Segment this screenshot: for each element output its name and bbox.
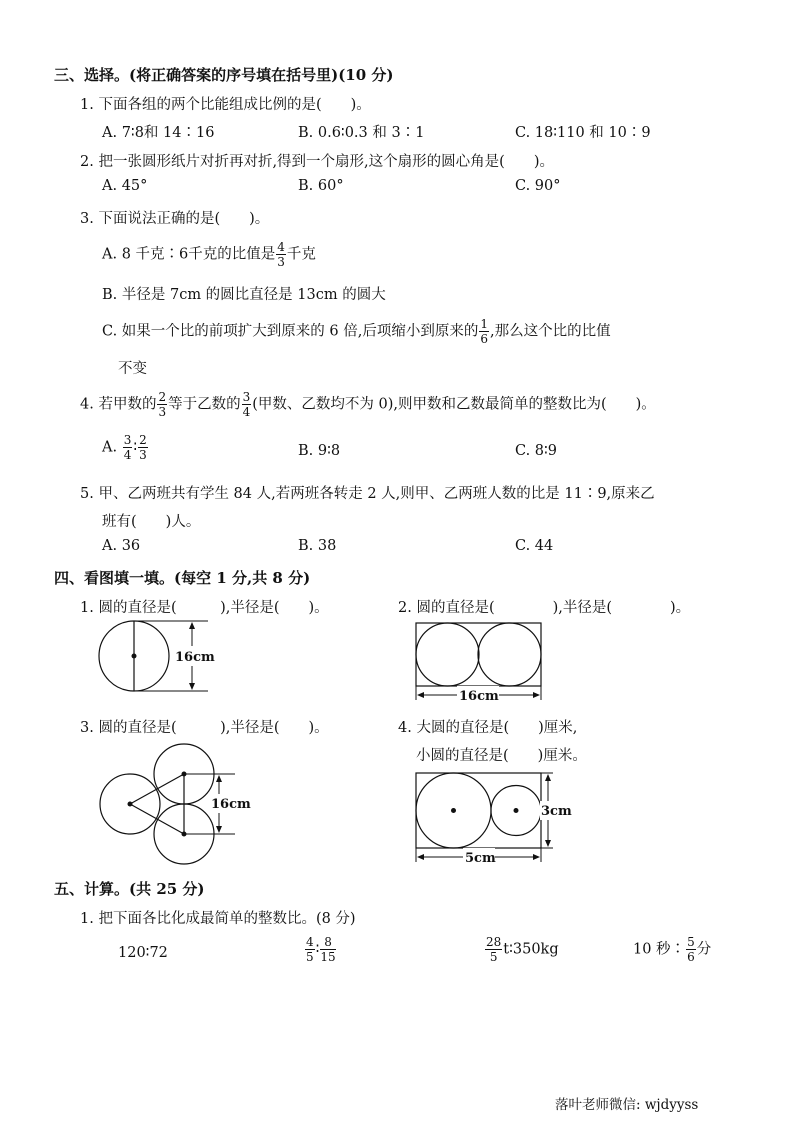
fig4-question-line2: 小圆的直径是( )厘米。 [416,748,587,764]
section4-title: 四、看图填一填。(每空 1 分,共 8 分) [54,569,311,587]
q3-option-c: C. 如果一个比的前项扩大到原来的 6 倍,后项缩小到原来的 $\frac{1}{6}$ ,那么这个比的比值 [102,317,611,346]
fig1-question: 1. 圆的直径是( ),半径是( )。 [80,600,329,616]
figure-3 [95,742,265,872]
q5-line1: 5. 甲、乙两班共有学生 84 人,若两班各转走 2 人,则甲、乙两班人数的比是 11∶9,原来乙 [80,486,655,502]
q5-option-a: A. 36 [102,538,141,554]
footer-wechat: 落叶老师微信: wjdyyss [555,1097,699,1113]
q3-option-c-line2: 不变 [118,361,147,377]
expr-3: $\frac{28}{5}$ t∶350kg [486,935,559,964]
section3-title: 三、选择。(将正确答案的序号填在括号里)(10 分) [54,66,394,84]
q3-option-b: B. 半径是 7cm 的圆比直径是 13cm 的圆大 [102,287,386,303]
expr-1: 120∶72 [118,945,168,961]
section5-title: 五、计算。(共 25 分) [54,880,205,898]
fig4-question-line1: 4. 大圆的直径是( )厘米, [398,720,578,736]
q3-a-fraction: $\frac{4}{3}$ [277,240,285,269]
q4-a-fraction-1: $\frac{3}{4}$ [123,433,132,462]
figure-4 [413,770,578,870]
q5-option-b: B. 38 [298,538,337,554]
q4-option-b: B. 9∶8 [298,443,341,459]
q4-option-c: C. 8∶9 [515,443,558,459]
fig1-label: 16cm [175,650,215,665]
q3-a-text: A. 8 千克∶6千克的比值是 [102,246,276,263]
expr-2: $\frac{4}{5}$ ∶ $\frac{8}{15}$ [306,935,336,964]
fig4-label-side: 3cm [541,804,572,819]
q1-option-c: C. 18∶110 和 10∶9 [515,125,651,141]
q1-stem: 1. 下面各组的两个比能组成比例的是( )。 [80,97,371,113]
fig3-label: 16cm [211,797,251,812]
section5-q1: 1. 把下面各比化成最简单的整数比。(8 分) [80,911,356,927]
fig2-question: 2. 圆的直径是( ),半径是( )。 [398,600,691,616]
q4-option-a: A. $\frac{3}{4}$ ∶ $\frac{2}{3}$ [102,433,147,462]
q2-option-b: B. 60° [298,178,344,194]
q4-fraction-1: $\frac{2}{3}$ [158,390,167,419]
q5-option-c: C. 44 [515,538,554,554]
q2-stem: 2. 把一张圆形纸片对折再对折,得到一个扇形,这个扇形的圆心角是( )。 [80,154,554,170]
q3-option-a: A. 8 千克∶6千克的比值是 $\frac{4}{3}$ 千克 [102,240,316,269]
q3-c-fraction: $\frac{1}{6}$ [480,317,488,346]
q1-option-b: B. 0.6∶0.3 和 3∶1 [298,125,425,141]
q3-stem: 3. 下面说法正确的是( )。 [80,211,270,227]
q5-line2: 班有( )人。 [102,514,201,530]
q2-option-a: A. 45° [102,178,148,194]
fig2-label: 16cm [459,689,499,704]
q4-a-fraction-2: $\frac{2}{3}$ [139,433,147,462]
fig4-label-bottom: 5cm [465,851,496,866]
q4-fraction-2: $\frac{3}{4}$ [242,390,251,419]
figure-2 [413,620,548,705]
q4-stem: 4. 若甲数的 $\frac{2}{3}$ 等于乙数的 $\frac{3}{4}$ (甲数、乙数均不为 0),则甲数和乙数最简单的整数比为( )。 [80,390,656,419]
q1-option-a: A. 7∶8和 14∶16 [102,125,215,141]
q2-option-c: C. 90° [515,178,561,194]
expr-4: 10 秒∶ $\frac{5}{6}$ 分 [633,935,712,964]
fig3-question: 3. 圆的直径是( ),半径是( )。 [80,720,329,736]
figure-1 [95,618,225,693]
